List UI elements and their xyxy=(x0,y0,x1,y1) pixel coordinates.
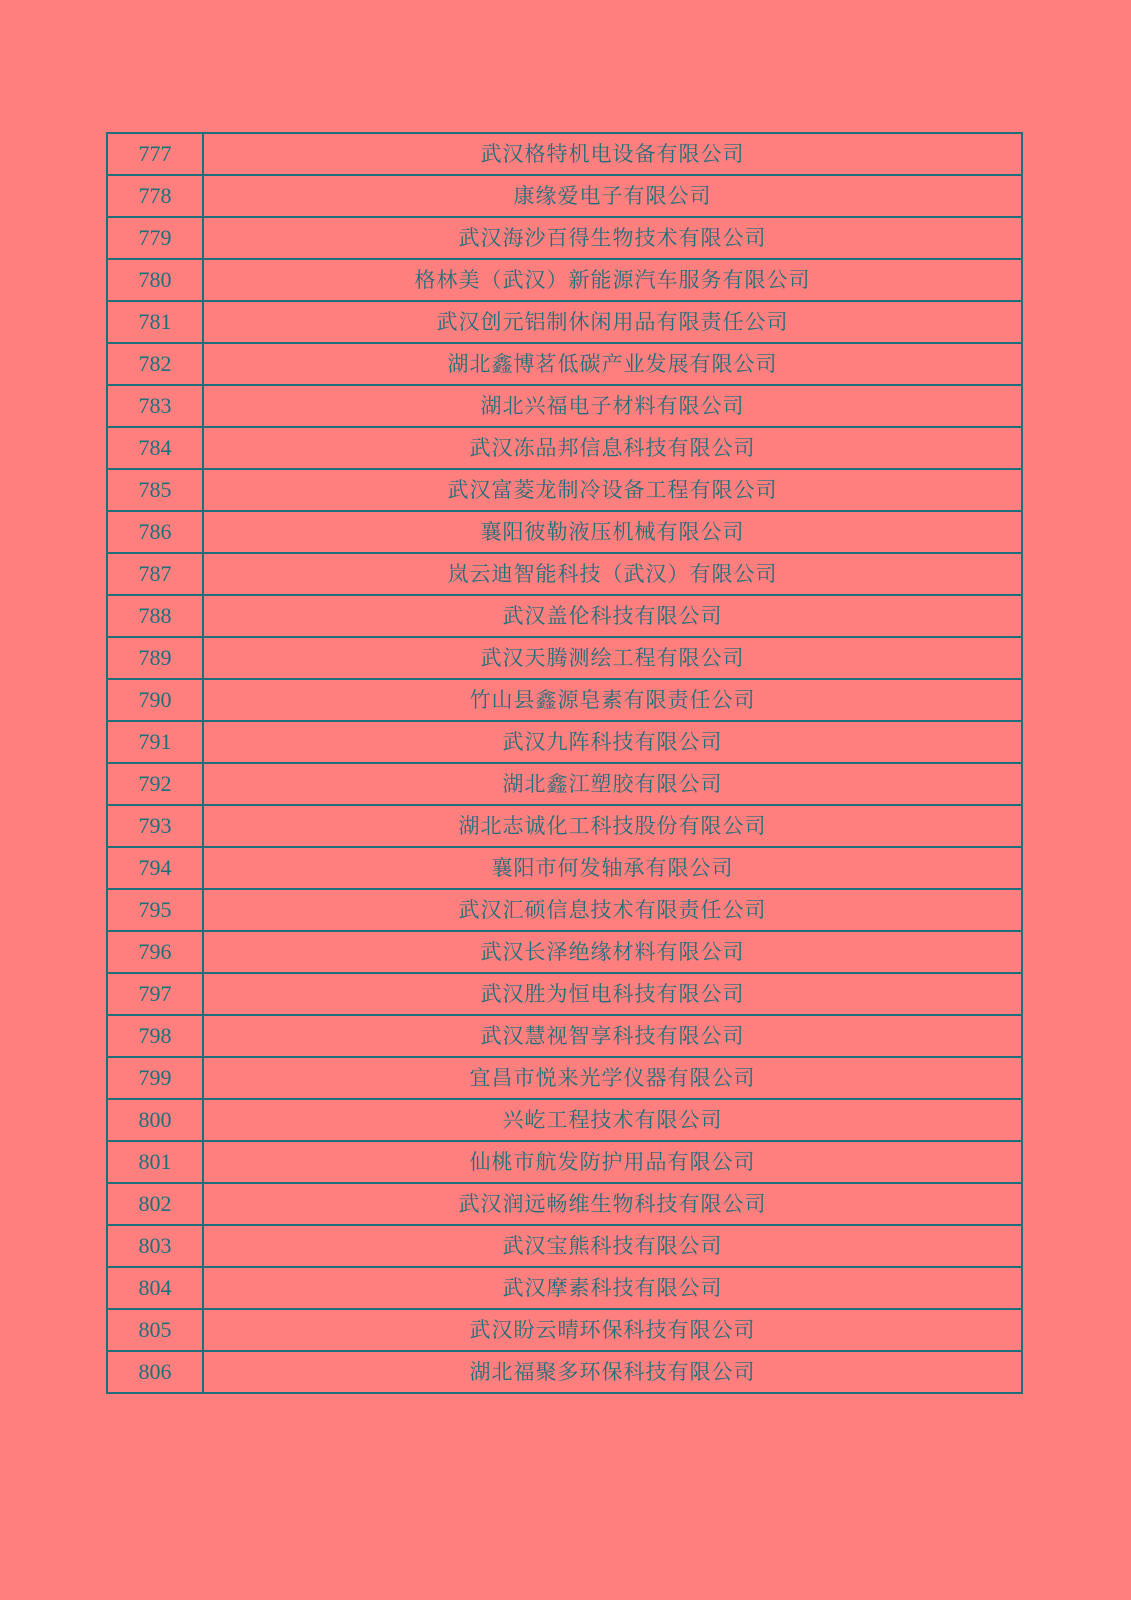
row-number-cell: 794 xyxy=(107,847,203,889)
table-row xyxy=(107,1309,1022,1351)
company-name-cell: 岚云迪智能科技（武汉）有限公司 xyxy=(203,553,1022,595)
company-name-cell: 武汉胜为恒电科技有限公司 xyxy=(203,973,1022,1015)
company-name-cell: 武汉宝熊科技有限公司 xyxy=(203,1225,1022,1267)
table-row xyxy=(107,301,1022,343)
row-number-cell: 787 xyxy=(107,553,203,595)
company-name-cell: 康缘爱电子有限公司 xyxy=(203,175,1022,217)
company-name-cell: 武汉摩素科技有限公司 xyxy=(203,1267,1022,1309)
company-list-table xyxy=(106,132,1023,1394)
table-row xyxy=(107,931,1022,973)
company-name-cell: 武汉长泽绝缘材料有限公司 xyxy=(203,931,1022,973)
table-row xyxy=(107,385,1022,427)
row-number-cell: 784 xyxy=(107,427,203,469)
row-number-cell: 780 xyxy=(107,259,203,301)
company-name-cell: 仙桃市航发防护用品有限公司 xyxy=(203,1141,1022,1183)
company-name-cell: 襄阳市何发轴承有限公司 xyxy=(203,847,1022,889)
row-number-cell: 791 xyxy=(107,721,203,763)
company-name-cell: 湖北鑫博茗低碳产业发展有限公司 xyxy=(203,343,1022,385)
row-number-cell: 777 xyxy=(107,133,203,175)
row-number-cell: 792 xyxy=(107,763,203,805)
row-number-cell: 790 xyxy=(107,679,203,721)
company-name-cell: 武汉富菱龙制冷设备工程有限公司 xyxy=(203,469,1022,511)
row-number-cell: 802 xyxy=(107,1183,203,1225)
row-number-cell: 800 xyxy=(107,1099,203,1141)
table-row xyxy=(107,763,1022,805)
company-name-cell: 武汉冻品邦信息科技有限公司 xyxy=(203,427,1022,469)
table-row xyxy=(107,1351,1022,1393)
table-row xyxy=(107,1057,1022,1099)
table-row xyxy=(107,679,1022,721)
row-number-cell: 805 xyxy=(107,1309,203,1351)
row-number-cell: 793 xyxy=(107,805,203,847)
company-name-cell: 格林美（武汉）新能源汽车服务有限公司 xyxy=(203,259,1022,301)
table-row xyxy=(107,1015,1022,1057)
table-row xyxy=(107,847,1022,889)
company-name-cell: 武汉天腾测绘工程有限公司 xyxy=(203,637,1022,679)
table-row xyxy=(107,1183,1022,1225)
table-row xyxy=(107,889,1022,931)
row-number-cell: 798 xyxy=(107,1015,203,1057)
row-number-cell: 806 xyxy=(107,1351,203,1393)
row-number-cell: 796 xyxy=(107,931,203,973)
table-row xyxy=(107,511,1022,553)
table-row xyxy=(107,637,1022,679)
table-row xyxy=(107,427,1022,469)
table-row xyxy=(107,1267,1022,1309)
table-row xyxy=(107,1099,1022,1141)
company-name-cell: 湖北志诚化工科技股份有限公司 xyxy=(203,805,1022,847)
row-number-cell: 783 xyxy=(107,385,203,427)
company-name-cell: 湖北福聚多环保科技有限公司 xyxy=(203,1351,1022,1393)
table-row xyxy=(107,343,1022,385)
row-number-cell: 797 xyxy=(107,973,203,1015)
table-row xyxy=(107,595,1022,637)
company-name-cell: 武汉海沙百得生物技术有限公司 xyxy=(203,217,1022,259)
table-row xyxy=(107,1141,1022,1183)
table-row xyxy=(107,175,1022,217)
company-name-cell: 武汉汇硕信息技术有限责任公司 xyxy=(203,889,1022,931)
row-number-cell: 785 xyxy=(107,469,203,511)
table-row xyxy=(107,973,1022,1015)
company-name-cell: 武汉盖伦科技有限公司 xyxy=(203,595,1022,637)
table-row xyxy=(107,217,1022,259)
row-number-cell: 782 xyxy=(107,343,203,385)
row-number-cell: 778 xyxy=(107,175,203,217)
table-row xyxy=(107,469,1022,511)
company-name-cell: 武汉创元铝制休闲用品有限责任公司 xyxy=(203,301,1022,343)
table-row xyxy=(107,553,1022,595)
row-number-cell: 779 xyxy=(107,217,203,259)
row-number-cell: 786 xyxy=(107,511,203,553)
company-name-cell: 襄阳彼勒液压机械有限公司 xyxy=(203,511,1022,553)
row-number-cell: 781 xyxy=(107,301,203,343)
company-name-cell: 武汉格特机电设备有限公司 xyxy=(203,133,1022,175)
row-number-cell: 788 xyxy=(107,595,203,637)
table-row xyxy=(107,133,1022,175)
company-name-cell: 武汉盼云晴环保科技有限公司 xyxy=(203,1309,1022,1351)
row-number-cell: 801 xyxy=(107,1141,203,1183)
company-name-cell: 武汉九阵科技有限公司 xyxy=(203,721,1022,763)
company-name-cell: 竹山县鑫源皂素有限责任公司 xyxy=(203,679,1022,721)
table-row xyxy=(107,1225,1022,1267)
table-row xyxy=(107,259,1022,301)
table-row xyxy=(107,721,1022,763)
company-name-cell: 武汉润远畅维生物科技有限公司 xyxy=(203,1183,1022,1225)
company-name-cell: 湖北兴福电子材料有限公司 xyxy=(203,385,1022,427)
table-row xyxy=(107,805,1022,847)
company-name-cell: 兴屹工程技术有限公司 xyxy=(203,1099,1022,1141)
company-name-cell: 湖北鑫江塑胶有限公司 xyxy=(203,763,1022,805)
company-name-cell: 宜昌市悦来光学仪器有限公司 xyxy=(203,1057,1022,1099)
row-number-cell: 789 xyxy=(107,637,203,679)
table-body xyxy=(107,133,1022,1393)
row-number-cell: 804 xyxy=(107,1267,203,1309)
row-number-cell: 795 xyxy=(107,889,203,931)
row-number-cell: 799 xyxy=(107,1057,203,1099)
company-name-cell: 武汉慧视智享科技有限公司 xyxy=(203,1015,1022,1057)
row-number-cell: 803 xyxy=(107,1225,203,1267)
